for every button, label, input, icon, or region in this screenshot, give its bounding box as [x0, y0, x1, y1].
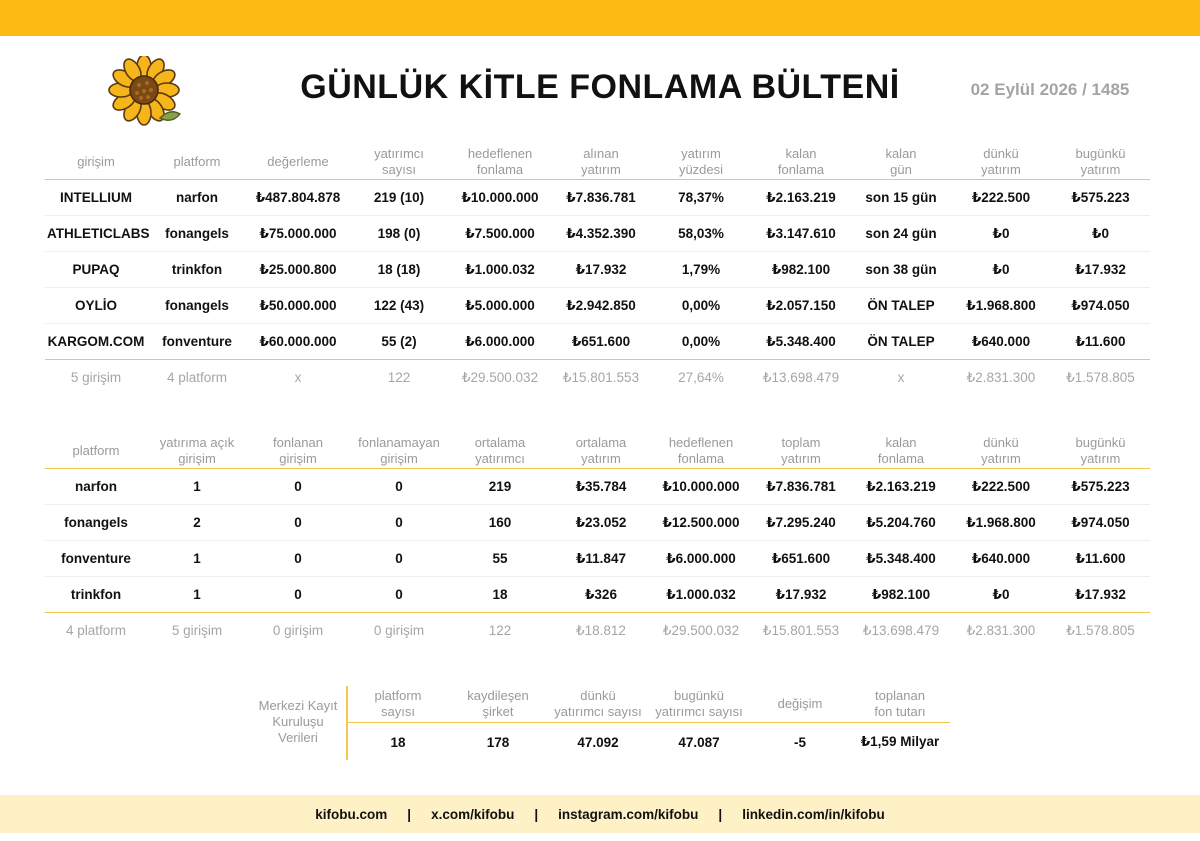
table-cell: -5 — [793, 734, 806, 750]
table-cell: x — [851, 360, 951, 396]
table-cell: 122 — [349, 360, 449, 396]
table-cell: ₺1.968.800 — [951, 288, 1051, 324]
column-header-line: yüzdesi — [678, 162, 724, 177]
table-cell: ₺29.500.032 — [651, 613, 751, 649]
table-cell: 1 — [193, 587, 201, 602]
column-header — [348, 686, 448, 723]
table-cell: 18 (18) — [349, 252, 449, 288]
table-cell: ATHLETICLABS — [45, 216, 147, 252]
table-cell: ₺25.000.800 — [247, 252, 349, 288]
column-header-line: hedeflenen — [668, 435, 734, 450]
table-cell: ₺4.352.390 — [551, 216, 651, 252]
top-accent-bar — [0, 0, 1200, 36]
table-cell: 5 girişim — [147, 613, 247, 649]
table-row — [45, 252, 1150, 288]
table-cell: 160 — [449, 505, 551, 541]
table-cell: ₺7.500.000 — [449, 216, 551, 252]
table-cell: 55 — [449, 541, 551, 577]
column-header-line: yatırım — [1080, 451, 1121, 466]
column-header-line: alınan — [583, 146, 619, 161]
table-cell: OYLİO — [45, 288, 147, 324]
column-header-line: yatırım — [981, 451, 1021, 466]
table-header-row — [45, 434, 1150, 469]
table-cell: trinkfon — [147, 252, 247, 288]
column-header-line: yatırım — [581, 162, 621, 177]
table-cell: ₺12.500.000 — [651, 505, 751, 541]
table-cell: 5 girişim — [45, 360, 147, 396]
column-header — [1051, 434, 1150, 469]
table-cell: 0 — [247, 505, 349, 541]
table-cell: ₺1.578.805 — [1051, 360, 1150, 396]
column-header-line: ortalama — [474, 435, 526, 450]
table-cell: 0 — [247, 469, 349, 505]
table-cell: ₺2.163.219 — [751, 180, 851, 216]
column-header-line: kalan — [785, 146, 817, 161]
sunflower-logo-icon — [108, 56, 184, 126]
table-cell: fonangels — [147, 288, 247, 324]
column-header-line: bugünkü — [674, 688, 724, 703]
table-cell: ₺7.295.240 — [751, 505, 851, 541]
column-header-line: fonlama — [877, 451, 925, 466]
column-header-line: platform — [173, 154, 221, 169]
registry-label-line: Kuruluşu — [272, 714, 324, 729]
footer-link-x[interactable]: x.com/kifobu — [431, 806, 515, 822]
registry-label-line: Merkezi Kayıt — [258, 698, 338, 713]
table-cell: fonventure — [162, 334, 232, 349]
table-row — [45, 469, 1150, 505]
column-header — [349, 145, 449, 180]
table-header-row — [348, 686, 950, 723]
column-header-line: fonlama — [677, 451, 725, 466]
column-header-line: platform — [374, 688, 422, 703]
table-cell: ₺1.578.805 — [1051, 613, 1150, 649]
table-cell: ₺1.000.032 — [449, 252, 551, 288]
table-cell: ₺23.052 — [551, 505, 651, 541]
table-cell: ₺5.204.760 — [851, 505, 951, 541]
column-header-line: girişim — [279, 451, 317, 466]
column-header-line: değişim — [777, 696, 823, 711]
table-cell: ₺575.223 — [1051, 469, 1150, 505]
footer-link-website[interactable]: kifobu.com — [315, 806, 388, 822]
table-cell: ₺7.836.781 — [551, 180, 651, 216]
column-header-line: yatırım — [981, 162, 1021, 177]
column-header — [551, 434, 651, 469]
column-header — [449, 434, 551, 469]
table-cell: 47.092 — [577, 734, 619, 750]
table-cell: 0 — [247, 541, 349, 577]
column-header-line: girişim — [380, 451, 418, 466]
column-header-line: yatırım — [1080, 162, 1121, 177]
table-cell: 27,64% — [651, 360, 751, 396]
table-cell: ₺3.147.610 — [751, 216, 851, 252]
table-cell: ₺1.000.032 — [666, 586, 736, 602]
table-cell: ₺75.000.000 — [247, 216, 349, 252]
column-header — [851, 434, 951, 469]
column-header-line: yatırımcı sayısı — [655, 704, 743, 719]
table-cell: ₺13.698.479 — [751, 360, 851, 396]
table-cell: KARGOM.COM — [47, 334, 145, 349]
column-header — [147, 145, 247, 180]
table-cell: fonangels — [147, 216, 247, 252]
table-cell: trinkfon — [70, 587, 122, 602]
column-header-line: girişim — [77, 154, 115, 169]
column-header-line: sayısı — [381, 704, 415, 719]
table-cell: 0 girişim — [247, 613, 349, 649]
table-cell: 47.087 — [678, 734, 720, 750]
table-cell: ÖN TALEP — [851, 288, 951, 324]
table-cell: ₺10.000.000 — [449, 180, 551, 216]
column-header-line: kalan — [885, 435, 917, 450]
table-cell: 0 — [395, 587, 403, 602]
table-cell: 0 — [349, 541, 449, 577]
table-cell: ₺15.801.553 — [551, 360, 651, 396]
table-cell: son 24 gün — [851, 216, 951, 252]
table-cell: 1 — [147, 541, 247, 577]
column-header — [45, 145, 147, 180]
column-header-line: değerleme — [267, 154, 329, 169]
table-cell: fonventure — [45, 541, 147, 577]
column-header — [147, 434, 247, 469]
table-header-row — [45, 145, 1150, 180]
table-cell: ₺17.932 — [775, 586, 827, 602]
column-header-line: yatırımcı — [374, 146, 424, 161]
column-header — [1051, 145, 1150, 180]
table-cell: ₺15.801.553 — [751, 613, 851, 649]
table-cell: ₺17.932 — [1075, 586, 1126, 602]
table-cell: 1,79% — [651, 252, 751, 288]
column-header-line: toplam — [781, 435, 821, 450]
footer-separator: | — [534, 806, 539, 822]
column-header — [247, 434, 349, 469]
column-header-line: yatırımcı sayısı — [554, 704, 642, 719]
column-header-line: yatırıma açık — [159, 435, 235, 450]
table-cell: ₺982.100 — [751, 252, 851, 288]
column-header-line: platform — [72, 443, 120, 458]
table-cell: ₺7.836.781 — [751, 469, 851, 505]
issue-date-number: 02 Eylül 2026 / 1485 — [970, 80, 1130, 99]
table-cell: ₺0 — [951, 216, 1051, 252]
table-cell: 58,03% — [651, 216, 751, 252]
column-header-line: fonlama — [476, 162, 524, 177]
table-cell: fonangels — [45, 505, 147, 541]
column-header — [548, 686, 648, 723]
table-cell: ₺640.000 — [951, 541, 1051, 577]
table-cell: 78,37% — [651, 180, 751, 216]
table-cell: 18 — [492, 587, 508, 602]
column-header-line: kalan — [885, 146, 917, 161]
table-row — [45, 180, 1150, 216]
registry-label — [250, 698, 346, 746]
column-header-line: dünkü — [580, 688, 616, 703]
column-header-line: fon tutarı — [874, 704, 926, 719]
column-header-line: dünkü — [983, 146, 1019, 161]
column-header-line: fonlama — [777, 162, 825, 177]
column-header — [551, 145, 651, 180]
table-cell: 18 — [390, 734, 406, 750]
table-cell: ₺974.050 — [1051, 288, 1150, 324]
table-cell: ₺974.050 — [1051, 505, 1150, 541]
column-header-line: yatırım — [781, 451, 821, 466]
column-header — [45, 434, 147, 469]
column-header-line: kaydileşen — [467, 688, 529, 703]
table-cell: 122 (43) — [349, 288, 449, 324]
column-header-line: şirket — [482, 704, 514, 719]
table-cell: 122 — [449, 613, 551, 649]
table-cell: ₺6.000.000 — [651, 541, 751, 577]
column-header — [750, 686, 850, 723]
table-cell: 0 girişim — [349, 613, 449, 649]
table-row — [348, 723, 950, 762]
column-header-line: yatırım — [681, 146, 721, 161]
table-cell: 198 (0) — [349, 216, 449, 252]
column-header — [651, 145, 751, 180]
table-cell: ₺17.932 — [1051, 252, 1150, 288]
table-cell: ₺222.500 — [951, 469, 1051, 505]
table-cell: narfon — [45, 469, 147, 505]
table-cell: ₺651.600 — [751, 541, 851, 577]
table-cell: 2 — [147, 505, 247, 541]
column-header-line: gün — [890, 162, 912, 177]
column-header-line: toplanan — [875, 688, 925, 703]
column-header-line: sayısı — [382, 162, 416, 177]
table-cell: ₺0 — [1051, 216, 1150, 252]
column-header-line: fonlanamayan — [358, 435, 440, 450]
platforms-table — [45, 434, 1150, 648]
table-cell: 4 platform — [45, 613, 147, 649]
column-header — [449, 145, 551, 180]
table-cell: ₺11.600 — [1075, 333, 1126, 349]
table-cell: ₺0 — [951, 252, 1051, 288]
table-cell: ₺17.932 — [551, 252, 651, 288]
table-cell: 1 — [147, 469, 247, 505]
table-row — [45, 577, 1150, 613]
table-cell: narfon — [147, 180, 247, 216]
table-cell: INTELLIUM — [45, 180, 147, 216]
table-cell: ₺6.000.000 — [465, 333, 535, 349]
table-cell: ₺651.600 — [571, 333, 631, 349]
footer-separator: | — [718, 806, 723, 822]
table-cell: ₺575.223 — [1051, 180, 1150, 216]
table-cell: PUPAQ — [45, 252, 147, 288]
column-header — [850, 686, 950, 723]
table-cell: ₺0 — [992, 586, 1010, 602]
table-cell: 0,00% — [651, 288, 751, 324]
table-cell: ₺2.057.150 — [751, 288, 851, 324]
table-cell: ₺29.500.032 — [449, 360, 551, 396]
table-cell: 0,00% — [681, 334, 721, 349]
column-header-line: girişim — [178, 451, 216, 466]
startups-table — [45, 145, 1150, 395]
table-cell: 0 — [349, 505, 449, 541]
table-cell: ₺11.600 — [1051, 541, 1150, 577]
table-cell: ₺50.000.000 — [247, 288, 349, 324]
table-cell: 0 — [349, 469, 449, 505]
table-cell: ₺2.942.850 — [551, 288, 651, 324]
table-cell: ₺1.968.800 — [951, 505, 1051, 541]
column-header-line: fonlanan — [273, 435, 323, 450]
table-cell: ₺2.831.300 — [951, 360, 1051, 396]
column-header — [951, 434, 1051, 469]
table-cell: ₺640.000 — [971, 333, 1031, 349]
footer-link-instagram[interactable]: instagram.com/kifobu — [558, 806, 699, 822]
table-cell: ₺5.348.400 — [851, 541, 951, 577]
table-cell: ₺18.812 — [551, 613, 651, 649]
column-header — [247, 145, 349, 180]
column-header-line: hedeflenen — [467, 146, 533, 161]
column-header — [651, 434, 751, 469]
table-cell: ₺222.500 — [951, 180, 1051, 216]
table-cell: ₺35.784 — [551, 469, 651, 505]
column-header-line: bugünkü — [1075, 146, 1126, 161]
table-cell: ₺2.163.219 — [851, 469, 951, 505]
column-header-line: dünkü — [983, 435, 1019, 450]
column-header-line: yatırımcı — [475, 451, 525, 466]
table-row — [45, 324, 1150, 360]
table-cell: ₺1,59 Milyar — [860, 734, 940, 749]
table-row — [45, 505, 1150, 541]
column-header-line: ortalama — [575, 435, 627, 450]
footer-links-bar — [0, 795, 1200, 833]
table-cell: 0 — [294, 587, 302, 602]
column-header — [951, 145, 1051, 180]
table-cell: 178 — [486, 734, 510, 750]
registry-table — [348, 686, 950, 761]
table-cell: ₺5.348.400 — [766, 333, 836, 349]
table-cell: ₺982.100 — [871, 586, 931, 602]
table-row — [45, 288, 1150, 324]
column-header-line: yatırım — [581, 451, 621, 466]
table-cell: ÖN TALEP — [867, 334, 935, 349]
totals-row — [45, 360, 1150, 396]
table-cell: ₺10.000.000 — [651, 469, 751, 505]
page-title: GÜNLÜK KİTLE FONLAMA BÜLTENİ — [300, 68, 900, 106]
column-header — [751, 145, 851, 180]
table-cell: son 38 gün — [851, 252, 951, 288]
table-cell: ₺5.000.000 — [449, 288, 551, 324]
column-header — [648, 686, 750, 723]
table-cell: 219 (10) — [349, 180, 449, 216]
footer-separator: | — [407, 806, 412, 822]
footer-link-linkedin[interactable]: linkedin.com/in/kifobu — [742, 806, 885, 822]
column-header — [448, 686, 548, 723]
column-header — [349, 434, 449, 469]
table-cell: son 15 gün — [851, 180, 951, 216]
column-header — [751, 434, 851, 469]
column-header — [851, 145, 951, 180]
table-cell: 4 platform — [147, 360, 247, 396]
totals-row — [45, 613, 1150, 649]
table-cell: ₺13.698.479 — [851, 613, 951, 649]
table-cell: ₺60.000.000 — [259, 333, 337, 349]
table-cell: 219 — [449, 469, 551, 505]
table-row — [45, 541, 1150, 577]
table-cell: ₺326 — [585, 586, 617, 602]
column-header-line: bugünkü — [1075, 435, 1126, 450]
table-cell: ₺11.847 — [551, 541, 651, 577]
table-row — [45, 216, 1150, 252]
table-cell: x — [247, 360, 349, 396]
table-cell: ₺487.804.878 — [247, 180, 349, 216]
registry-label-line: Verileri — [278, 730, 318, 745]
table-cell: 55 (2) — [381, 334, 417, 349]
table-cell: ₺2.831.300 — [951, 613, 1051, 649]
